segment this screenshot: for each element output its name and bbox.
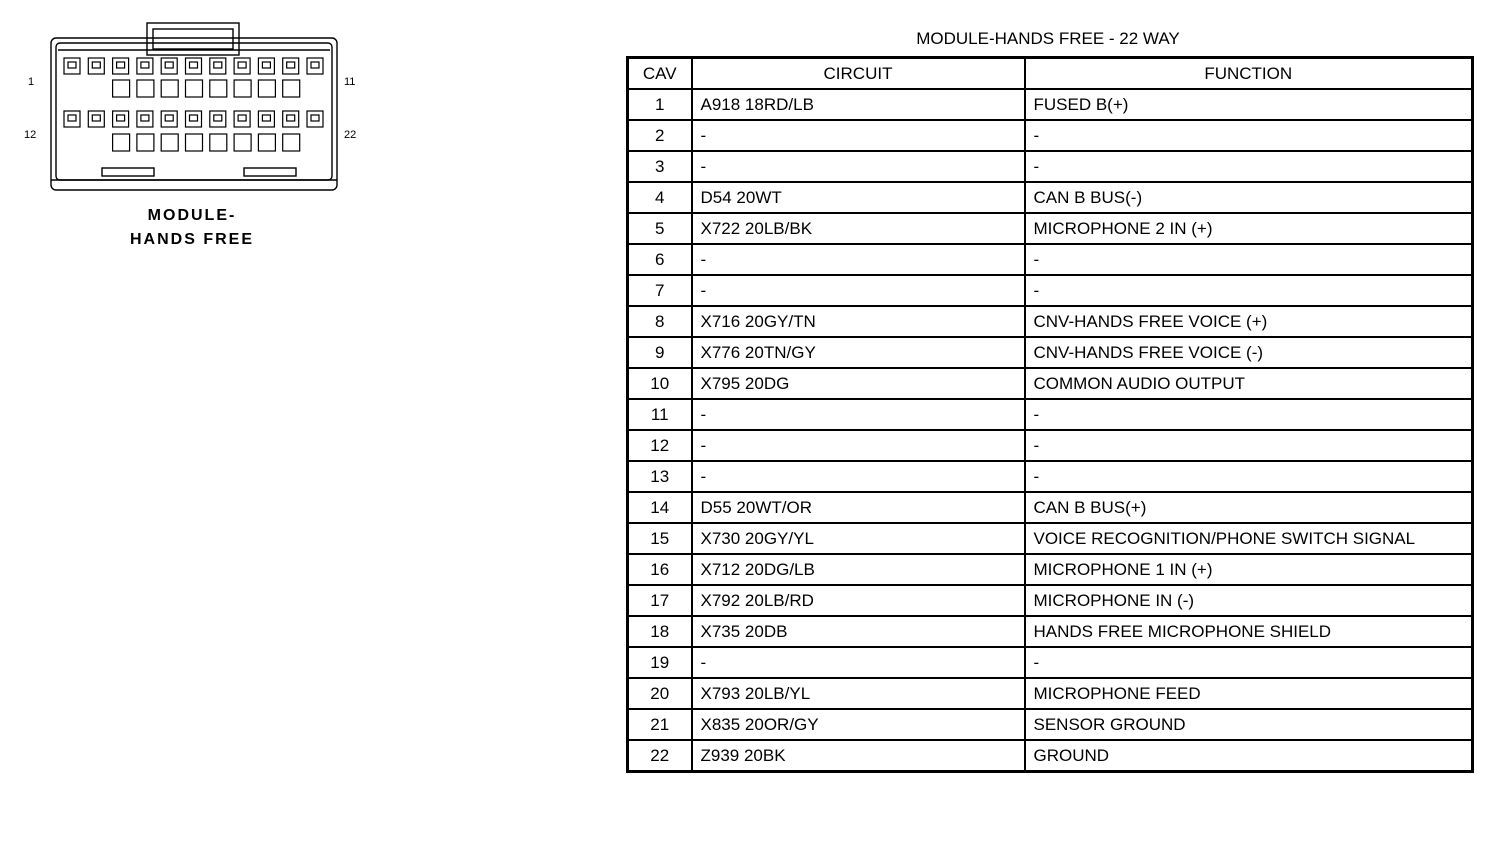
table-row (628, 244, 1473, 275)
circuit-cell: D54 20WT (692, 182, 1025, 213)
circuit-cell: - (692, 647, 1025, 678)
connector-diagram (22, 18, 362, 258)
cav-cell: 2 (628, 120, 692, 151)
circuit-cell: Z939 20BK (692, 740, 1025, 772)
cav-cell: 12 (628, 430, 692, 461)
cavity-outline (214, 62, 222, 68)
table-row (628, 740, 1473, 772)
circuit-cell: X776 20TN/GY (692, 337, 1025, 368)
function-cell: - (1025, 275, 1473, 306)
table-row (628, 89, 1473, 120)
function-cell: - (1025, 120, 1473, 151)
cav-cell: 17 (628, 585, 692, 616)
cavity-outline (190, 115, 198, 121)
circuit-cell: X730 20GY/YL (692, 523, 1025, 554)
circuit-cell: - (692, 151, 1025, 182)
function-cell: SENSOR GROUND (1025, 709, 1473, 740)
header-circuit: CIRCUIT (692, 58, 1025, 90)
connector-face-drawing (22, 18, 362, 198)
table-row (628, 337, 1473, 368)
function-cell: HANDS FREE MICROPHONE SHIELD (1025, 616, 1473, 647)
cavity-outline (307, 111, 323, 127)
cavity-outline (311, 115, 319, 121)
circuit-cell: - (692, 244, 1025, 275)
table-row (628, 399, 1473, 430)
cav-cell: 20 (628, 678, 692, 709)
cavity-outline (64, 111, 80, 127)
table-row (628, 275, 1473, 306)
function-cell: GROUND (1025, 740, 1473, 772)
cavity-outline (234, 58, 250, 74)
cavity-outline (210, 134, 227, 151)
cavity-outline (210, 80, 227, 97)
function-cell: - (1025, 647, 1473, 678)
circuit-cell: X793 20LB/YL (692, 678, 1025, 709)
cavity-outline (186, 134, 203, 151)
cavity-outline (283, 58, 299, 74)
function-cell: CAN B BUS(-) (1025, 182, 1473, 213)
cav-cell: 5 (628, 213, 692, 244)
table-row (628, 213, 1473, 244)
table-row (628, 368, 1473, 399)
table-row (628, 492, 1473, 523)
circuit-cell: - (692, 461, 1025, 492)
cavity-outline (68, 62, 76, 68)
cavity-outline (258, 58, 274, 74)
cav-cell: 10 (628, 368, 692, 399)
cavity-outline (161, 134, 178, 151)
cav-cell: 13 (628, 461, 692, 492)
function-cell: CAN B BUS(+) (1025, 492, 1473, 523)
table-row (628, 306, 1473, 337)
function-cell: MICROPHONE IN (-) (1025, 585, 1473, 616)
circuit-cell: - (692, 430, 1025, 461)
cav-cell: 22 (628, 740, 692, 772)
function-cell: COMMON AUDIO OUTPUT (1025, 368, 1473, 399)
cav-cell: 7 (628, 275, 692, 306)
cavity-outline (92, 115, 100, 121)
cavity-outline (210, 58, 226, 74)
cavity-outline (165, 115, 173, 121)
circuit-cell: X795 20DG (692, 368, 1025, 399)
cavity-outline (311, 62, 319, 68)
cavity-outline (117, 115, 125, 121)
header-cav: CAV (628, 58, 692, 90)
cavity-outline (234, 111, 250, 127)
function-cell: MICROPHONE 1 IN (+) (1025, 554, 1473, 585)
circuit-cell: X716 20GY/TN (692, 306, 1025, 337)
cavity-outline (234, 134, 251, 151)
cav-cell: 11 (628, 399, 692, 430)
cavity-outline (283, 134, 300, 151)
cavity-outline (186, 58, 202, 74)
cavity-outline (165, 62, 173, 68)
cavity-outline (113, 80, 130, 97)
cavity-outline (68, 115, 76, 121)
circuit-cell: X722 20LB/BK (692, 213, 1025, 244)
circuit-cell: X712 20DG/LB (692, 554, 1025, 585)
function-cell: MICROPHONE 2 IN (+) (1025, 213, 1473, 244)
cavity-outline (88, 58, 104, 74)
table-row (628, 678, 1473, 709)
cavity-outline (161, 58, 177, 74)
cav-cell: 8 (628, 306, 692, 337)
cavity-outline (258, 80, 275, 97)
cav-cell: 9 (628, 337, 692, 368)
cav-cell: 18 (628, 616, 692, 647)
cavity-outline (283, 80, 300, 97)
table-row (628, 182, 1473, 213)
table-row (628, 616, 1473, 647)
cav-cell: 6 (628, 244, 692, 275)
circuit-cell: - (692, 120, 1025, 151)
cavity-outline (287, 62, 295, 68)
cavity-outline (258, 111, 274, 127)
cavity-outline (137, 134, 154, 151)
function-cell: - (1025, 430, 1473, 461)
table-row (628, 523, 1473, 554)
function-cell: - (1025, 461, 1473, 492)
cavity-outline (238, 62, 246, 68)
connector-name-line2: HANDS FREE (129, 231, 254, 248)
circuit-cell: D55 20WT/OR (692, 492, 1025, 523)
cavity-outline (137, 80, 154, 97)
cavity-outline (64, 58, 80, 74)
cavity-outline (283, 111, 299, 127)
cavity-outline (141, 115, 149, 121)
cavity-outline (258, 134, 275, 151)
cavity-outline (307, 58, 323, 74)
pin-label-12: 12 (24, 129, 37, 141)
cav-cell: 3 (628, 151, 692, 182)
cavity-outline (117, 62, 125, 68)
cavity-outline (161, 80, 178, 97)
cavity-outline (214, 115, 222, 121)
circuit-cell: A918 18RD/LB (692, 89, 1025, 120)
function-cell: - (1025, 399, 1473, 430)
function-cell: MICROPHONE FEED (1025, 678, 1473, 709)
function-cell: FUSED B(+) (1025, 89, 1473, 120)
cavity-outline (92, 62, 100, 68)
table-row (628, 461, 1473, 492)
cavity-outline (238, 115, 246, 121)
circuit-cell: X792 20LB/RD (692, 585, 1025, 616)
table-row (628, 647, 1473, 678)
circuit-cell: - (692, 275, 1025, 306)
function-cell: VOICE RECOGNITION/PHONE SWITCH SIGNAL (1025, 523, 1473, 554)
cav-cell: 16 (628, 554, 692, 585)
pin-label-11: 11 (344, 76, 356, 88)
circuit-cell: X835 20OR/GY (692, 709, 1025, 740)
function-cell: CNV-HANDS FREE VOICE (+) (1025, 306, 1473, 337)
cav-cell: 21 (628, 709, 692, 740)
cavity-outline (137, 58, 153, 74)
cavity-outline (234, 80, 251, 97)
table-row (628, 585, 1473, 616)
pinout-table (626, 56, 1474, 773)
table-row (628, 151, 1473, 182)
cavity-outline (262, 62, 270, 68)
cavity-outline (141, 62, 149, 68)
function-cell: CNV-HANDS FREE VOICE (-) (1025, 337, 1473, 368)
cavity-outline (137, 111, 153, 127)
cavity-outline (190, 62, 198, 68)
cav-cell: 1 (628, 89, 692, 120)
circuit-cell: X735 20DB (692, 616, 1025, 647)
cav-cell: 4 (628, 182, 692, 213)
pin-label-1: 1 (28, 76, 35, 88)
cavity-outline (161, 111, 177, 127)
table-row (628, 120, 1473, 151)
cavity-outline (113, 134, 130, 151)
pin-label-22: 22 (344, 129, 357, 141)
connector-name-line1: MODULE- (147, 207, 237, 224)
function-cell: - (1025, 151, 1473, 182)
table-header-row (628, 58, 1473, 90)
cavity-outline (88, 111, 104, 127)
cavity-outline (262, 115, 270, 121)
cav-cell: 19 (628, 647, 692, 678)
cavity-outline (113, 111, 129, 127)
cav-cell: 15 (628, 523, 692, 554)
cavity-outline (210, 111, 226, 127)
circuit-cell: - (692, 399, 1025, 430)
table-row (628, 709, 1473, 740)
table-row (628, 430, 1473, 461)
cavity-outline (113, 58, 129, 74)
table-title: MODULE-HANDS FREE - 22 WAY (916, 29, 1180, 48)
header-function: FUNCTION (1025, 58, 1473, 90)
cav-cell: 14 (628, 492, 692, 523)
cavity-outline (186, 80, 203, 97)
cavity-outline (287, 115, 295, 121)
function-cell: - (1025, 244, 1473, 275)
cavity-outline (186, 111, 202, 127)
table-row (628, 554, 1473, 585)
